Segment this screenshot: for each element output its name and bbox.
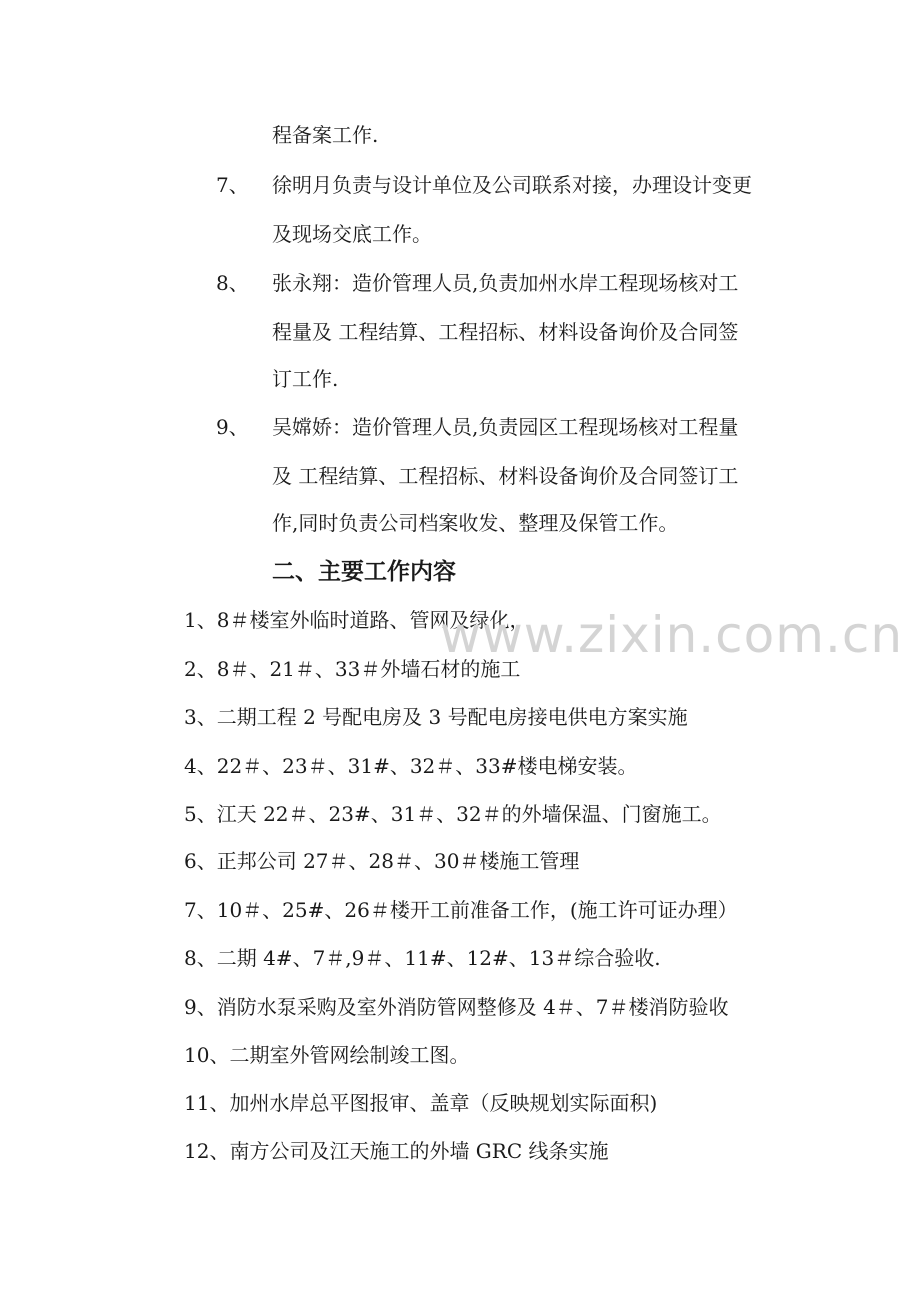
item-7-number: 7、	[216, 173, 249, 197]
item-9-line-3: 作,同时负责公司档案收发、整理及保管工作。	[272, 511, 679, 535]
work-item-6: 6、正邦公司 27＃、28＃、30＃楼施工管理	[184, 849, 580, 873]
work-item-11: 11、加州水岸总平图报审、盖章（反映规划实际面积)	[184, 1091, 658, 1115]
work-item-2: 2、8＃、21＃、33＃外墙石材的施工	[184, 657, 521, 681]
item-6-continuation: 程备案工作.	[272, 123, 379, 147]
item-9-line-2: 及 工程结算、工程招标、材料设备询价及合同签订工	[272, 464, 739, 488]
section-heading: 二、主要工作内容	[272, 558, 456, 585]
work-item-8: 8、二期 4#、7＃,9＃、11#、12#、13＃综合验收.	[184, 946, 661, 970]
item-7-line-1: 徐明月负责与设计单位及公司联系对接，办理设计变更	[272, 173, 752, 197]
watermark: www.zixin.com.cn	[440, 606, 904, 664]
item-7-line-2: 及现场交底工作。	[272, 222, 432, 246]
work-item-7: 7、10＃、25#、26＃楼开工前准备工作，(施工许可证办理）	[184, 898, 738, 922]
work-item-4: 4、22＃、23＃、31#、32＃、33#楼电梯安装。	[184, 754, 638, 778]
work-item-12: 12、南方公司及江天施工的外墙 GRC 线条实施	[184, 1139, 609, 1163]
item-9-line-1: 吴嫦娇：造价管理人员,负责园区工程现场核对工程量	[272, 415, 739, 439]
item-9-number: 9、	[216, 415, 249, 439]
item-8-line-2: 程量及 工程结算、工程招标、材料设备询价及合同签	[272, 320, 739, 344]
work-item-9: 9、消防水泵采购及室外消防管网整修及 4＃、7＃楼消防验收	[184, 995, 729, 1019]
item-8-number: 8、	[216, 271, 249, 295]
work-item-3: 3、二期工程 2 号配电房及 3 号配电房接电供电方案实施	[184, 705, 688, 729]
work-item-10: 10、二期室外管网绘制竣工图。	[184, 1043, 470, 1067]
work-item-1: 1、8＃楼室外临时道路、管网及绿化，	[184, 608, 530, 632]
item-8-line-3: 订工作.	[272, 367, 339, 391]
item-8-line-1: 张永翔：造价管理人员,负责加州水岸工程现场核对工	[272, 271, 739, 295]
work-item-5: 5、江天 22＃、23#、31＃、32＃的外墙保温、门窗施工。	[184, 802, 722, 826]
